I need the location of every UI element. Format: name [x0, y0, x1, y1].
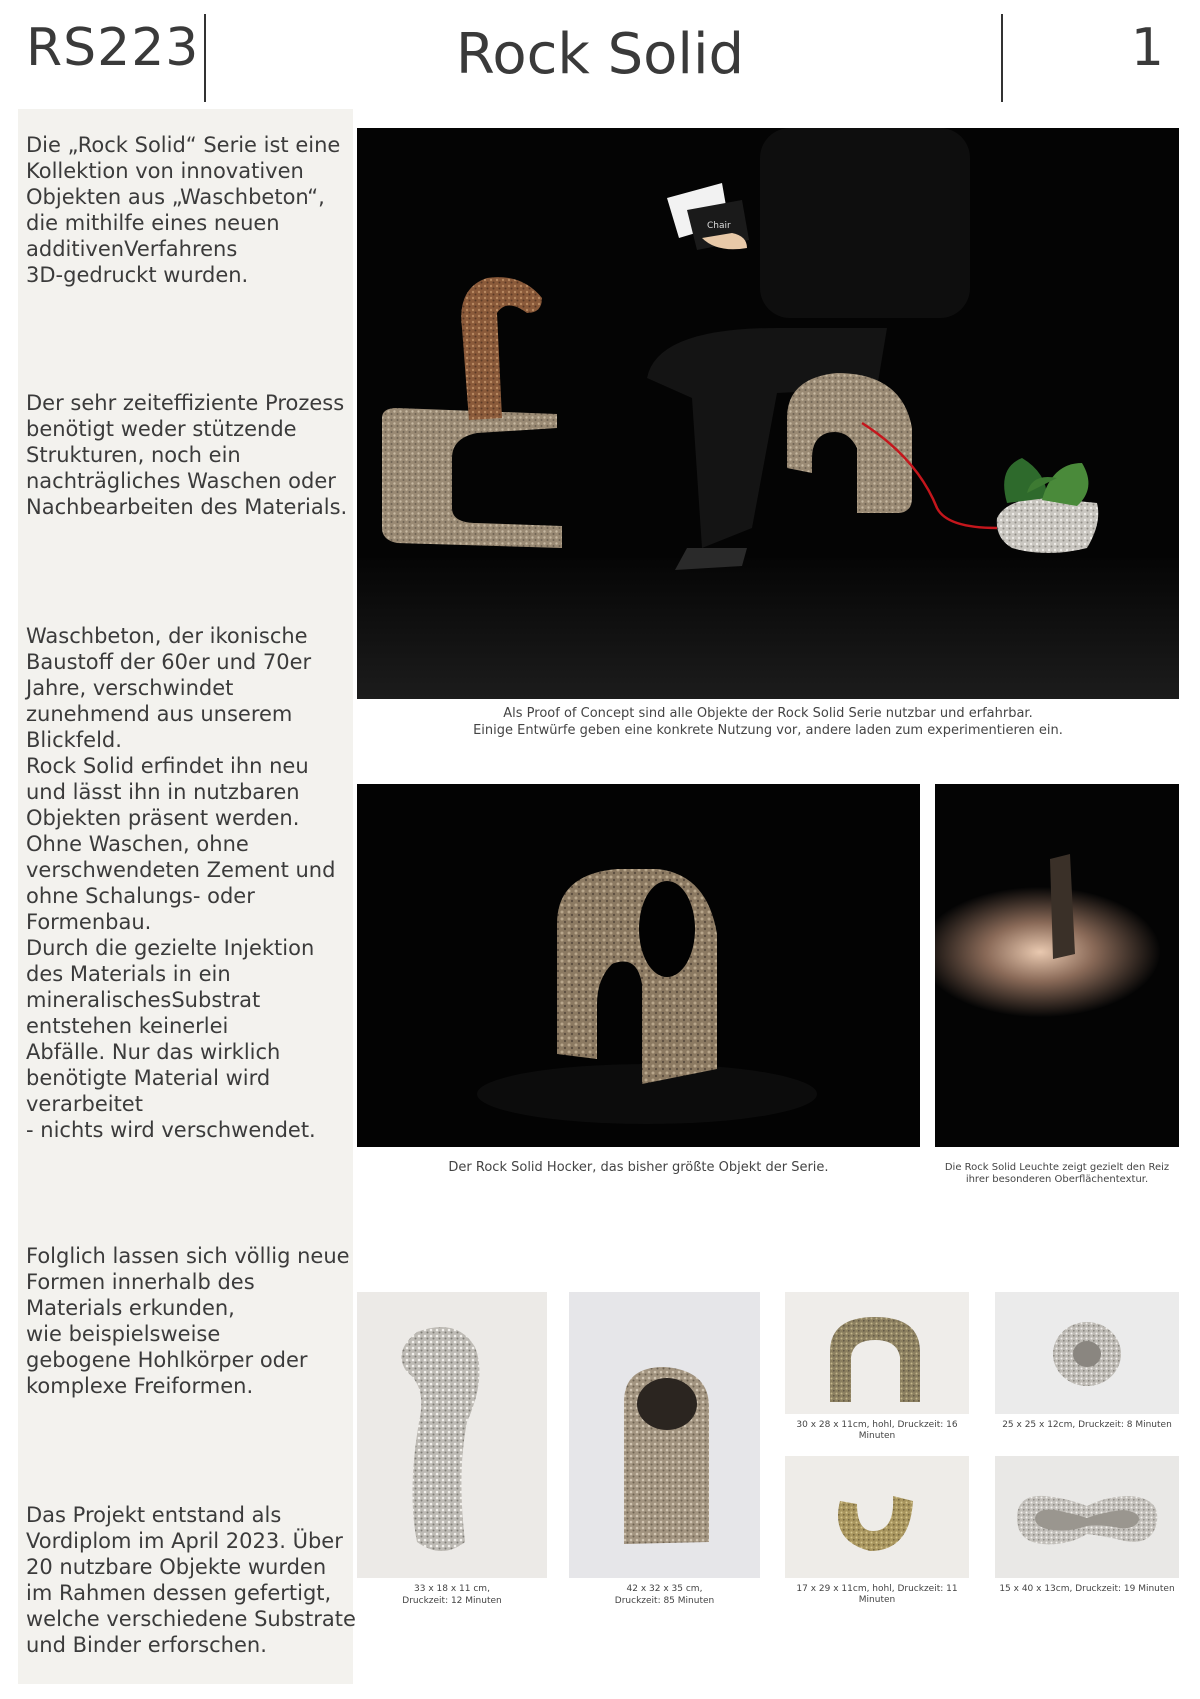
object-photo-wave-tray — [995, 1456, 1179, 1578]
hero-caption-line2: Einige Entwürfe geben eine konkrete Nutzung vor, andere laden zum experimentieren ein. — [473, 723, 1063, 738]
hero-caption-line1: Als Proof of Concept sind alle Objekte der Rock Solid Serie nutzbar und erfahrbar. — [503, 706, 1033, 721]
object-photo-tunnel-stool — [569, 1292, 760, 1578]
book-label: Chair — [707, 221, 731, 231]
object-caption-6: 15 x 40 x 13cm, Druckzeit: 19 Minuten — [999, 1584, 1175, 1594]
arch-object — [785, 1292, 969, 1414]
lamp-caption-line1: Die Rock Solid Leuchte zeigt gezielt den Reiz — [944, 1162, 1170, 1173]
project-code: RS223 — [26, 18, 200, 78]
material-paragraph: Waschbeton, der ikonische Baustoff der 60er und 70er Jahre, verschwindet zunehmend aus unserem Blickfeld. Rock Solid erfindet ihn neu und lässt ihn in nutzbaren Objekten präsent werden. Ohne Waschen, ohne verschwendeten Zement und ohne Schalungs- oder Formenbau. Durch die gezielte Injektion des Materials in ein mineralischesSubstrat entstehen keinerlei Abfälle. Nur das wirklich benötigte Material wird verarbeitet - nichts wird verschwendet. — [26, 624, 336, 1142]
object-caption-2a: 42 x 32 x 35 cm, — [626, 1584, 703, 1594]
lamp-photo-scene — [935, 784, 1179, 1147]
object-caption-2b: Druckzeit: 85 Minuten — [614, 1596, 715, 1606]
intro-paragraph: Die „Rock Solid“ Serie ist eine Kollektion von innovativen Objekten aus „Waschbeton“, die mithilfe eines neuen additivenVerfahrens 3D-gedruckt wurden. — [26, 133, 341, 287]
hero-photo — [357, 128, 1179, 699]
tunnel-stool-object — [569, 1292, 760, 1578]
object-caption-1b: Druckzeit: 12 Minuten — [402, 1596, 502, 1606]
object-caption-5: 17 x 29 x 11cm, hohl, Druckzeit: 11 Minuten — [796, 1584, 958, 1605]
u-vessel-object — [785, 1456, 969, 1578]
object-photo-ring — [995, 1292, 1179, 1414]
forms-paragraph: Folglich lassen sich völlig neue Formen innerhalb des Materials erkunden, wie beispielsweise gebogene Hohlkörper oder komplexe Freiformen. — [26, 1244, 350, 1398]
header-divider-right — [1001, 14, 1003, 102]
project-paragraph: Das Projekt entstand als Vordiplom im April 2023. Über 20 nutzbare Objekte wurden im Rahmen dessen gefertigt, welche verschiedene Substrate und Binder erforschen. — [26, 1503, 356, 1657]
ring-object — [995, 1292, 1179, 1414]
object-caption-3: 30 x 28 x 11cm, hohl, Druckzeit: 16 Minuten — [796, 1420, 958, 1441]
wave-tray-object — [995, 1456, 1179, 1578]
page-title: Rock Solid — [455, 22, 745, 87]
stool-photo — [357, 784, 920, 1147]
object-photo-arch — [785, 1292, 969, 1414]
hero-photo-scene — [357, 128, 1179, 699]
object-photo-u-vessel — [785, 1456, 969, 1578]
page-number: 1 — [1130, 18, 1164, 78]
object-caption-1a: 33 x 18 x 11 cm, — [414, 1584, 490, 1594]
hook-object — [357, 1292, 547, 1578]
stool-caption: Der Rock Solid Hocker, das bisher größte Objekt der Serie. — [448, 1160, 829, 1175]
object-photo-hook — [357, 1292, 547, 1578]
lamp-caption-line2: ihrer besonderen Oberflächentextur. — [965, 1174, 1149, 1185]
process-paragraph: Der sehr zeiteffiziente Prozess benötigt weder stützende Strukturen, noch ein nachträgliches Waschen oder Nachbearbeiten des Materials. — [26, 391, 348, 519]
object-caption-4: 25 x 25 x 12cm, Druckzeit: 8 Minuten — [1002, 1420, 1172, 1430]
stool-photo-scene — [357, 784, 920, 1147]
lamp-photo — [935, 784, 1179, 1147]
